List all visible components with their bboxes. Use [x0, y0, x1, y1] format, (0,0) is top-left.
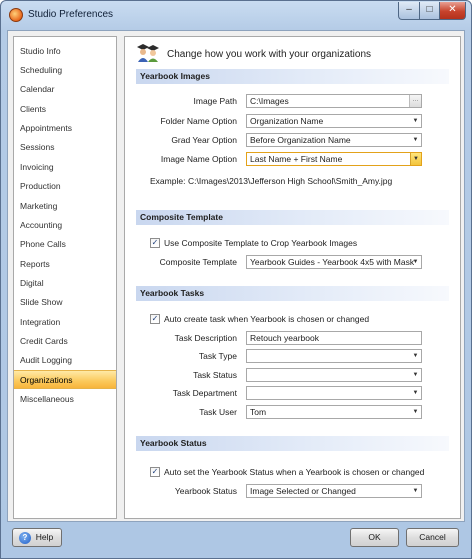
- sidebar-item-sessions[interactable]: Sessions: [20, 142, 55, 152]
- chevron-down-icon[interactable]: ▼: [412, 137, 419, 143]
- example-label: Example:: [150, 176, 186, 186]
- image-path-label: Image Path: [193, 96, 237, 106]
- task-user-value: Tom: [250, 407, 267, 417]
- task-user-select[interactable]: [246, 405, 422, 419]
- task-department-select[interactable]: [246, 386, 422, 400]
- task-type-select[interactable]: [246, 349, 422, 363]
- chevron-down-icon[interactable]: ▼: [412, 372, 419, 378]
- category-sidebar: [13, 36, 117, 519]
- cancel-button[interactable]: Cancel: [406, 528, 459, 547]
- task-department-label: Task Department: [172, 388, 237, 398]
- task-status-select[interactable]: [246, 368, 422, 382]
- composite-template-select[interactable]: [246, 255, 422, 269]
- image-name-value: Last Name + First Name: [250, 154, 343, 164]
- sidebar-item-appointments[interactable]: Appointments: [20, 123, 72, 133]
- sidebar-item-studio-info[interactable]: Studio Info: [20, 46, 61, 56]
- sidebar-item-digital[interactable]: Digital: [20, 278, 44, 288]
- composite-template-value: Yearbook Guides - Yearbook 4x5 with Mask: [250, 257, 415, 267]
- grad-year-label: Grad Year Option: [171, 135, 237, 145]
- help-label: Help: [35, 532, 54, 542]
- task-description-value: Retouch yearbook: [250, 333, 319, 343]
- folder-name-label: Folder Name Option: [160, 116, 237, 126]
- sidebar-item-accounting[interactable]: Accounting: [20, 220, 63, 230]
- sidebar-item-clients[interactable]: Clients: [20, 104, 46, 114]
- auto-set-status-checkbox[interactable]: ✓: [151, 467, 159, 476]
- chevron-down-icon[interactable]: ▼: [412, 488, 419, 494]
- task-status-label: Task Status: [193, 370, 237, 380]
- page-header: Change how you work with your organizations: [167, 49, 371, 60]
- help-icon: ?: [19, 532, 31, 544]
- sidebar-item-integration[interactable]: Integration: [20, 317, 61, 327]
- auto-set-status-label[interactable]: Auto set the Yearbook Status when a Yearbook is chosen or changed: [164, 467, 425, 477]
- window-title: Studio Preferences: [28, 9, 114, 20]
- auto-create-task-checkbox[interactable]: ✓: [151, 314, 159, 323]
- ok-button[interactable]: OK: [350, 528, 399, 547]
- yearbook-status-select[interactable]: [246, 484, 422, 498]
- use-template-label[interactable]: Use Composite Template to Crop Yearbook Images: [164, 238, 358, 248]
- title-bar[interactable]: [1, 1, 471, 29]
- browse-button[interactable]: ...: [409, 95, 421, 107]
- graduates-icon: [135, 42, 161, 62]
- sidebar-item-organizations[interactable]: Organizations: [14, 370, 116, 389]
- section-yearbook-status: Yearbook Status: [136, 436, 449, 451]
- image-name-label: Image Name Option: [160, 154, 237, 164]
- sidebar-item-scheduling[interactable]: Scheduling: [20, 65, 63, 75]
- sidebar-item-audit-logging[interactable]: Audit Logging: [20, 355, 72, 365]
- sidebar-item-production[interactable]: Production: [20, 181, 61, 191]
- minimize-button[interactable]: –: [398, 2, 420, 20]
- task-user-label: Task User: [199, 407, 237, 417]
- sidebar-item-credit-cards[interactable]: Credit Cards: [20, 336, 68, 346]
- grad-year-select[interactable]: [246, 133, 422, 147]
- section-yearbook-images: Yearbook Images: [136, 69, 449, 84]
- app-icon: [9, 8, 23, 22]
- sidebar-item-marketing[interactable]: Marketing: [20, 201, 58, 211]
- maximize-button[interactable]: □: [419, 2, 440, 20]
- sidebar-item-reports[interactable]: Reports: [20, 259, 50, 269]
- close-button[interactable]: ✕: [439, 2, 466, 20]
- image-name-select[interactable]: [246, 152, 422, 166]
- folder-name-value: Organization Name: [250, 116, 324, 126]
- task-type-label: Task Type: [198, 351, 237, 361]
- grad-year-value: Before Organization Name: [250, 135, 351, 145]
- section-yearbook-tasks: Yearbook Tasks: [136, 286, 449, 301]
- chevron-down-icon[interactable]: ▼: [412, 118, 419, 124]
- chevron-down-icon[interactable]: ▼: [412, 353, 419, 359]
- chevron-down-icon[interactable]: ▼: [410, 153, 421, 165]
- task-description-input[interactable]: [246, 331, 422, 345]
- auto-create-task-label[interactable]: Auto create task when Yearbook is chosen or changed: [164, 314, 370, 324]
- chevron-down-icon[interactable]: ▼: [412, 259, 419, 265]
- sidebar-item-calendar[interactable]: Calendar: [20, 84, 55, 94]
- composite-template-label: Composite Template: [159, 257, 237, 267]
- section-composite-template: Composite Template: [136, 210, 449, 225]
- sidebar-item-invoicing[interactable]: Invoicing: [20, 162, 54, 172]
- sidebar-item-slide-show[interactable]: Slide Show: [20, 297, 63, 307]
- dialog-body: [7, 30, 465, 522]
- sidebar-item-phone-calls[interactable]: Phone Calls: [20, 239, 66, 249]
- use-template-checkbox[interactable]: ✓: [151, 238, 159, 247]
- folder-name-select[interactable]: [246, 114, 422, 128]
- yearbook-status-value: Image Selected or Changed: [250, 486, 356, 496]
- help-button[interactable]: [12, 528, 62, 547]
- chevron-down-icon[interactable]: ▼: [412, 390, 419, 396]
- chevron-down-icon[interactable]: ▼: [412, 409, 419, 415]
- task-description-label: Task Description: [174, 333, 237, 343]
- example-path: C:\Images\2013\Jefferson High School\Smith_Amy.jpg: [188, 176, 393, 186]
- image-path-value: C:\Images: [250, 96, 289, 106]
- sidebar-item-miscellaneous[interactable]: Miscellaneous: [20, 394, 74, 404]
- yearbook-status-label: Yearbook Status: [174, 486, 237, 496]
- image-path-field[interactable]: [246, 94, 422, 108]
- organizations-settings-panel: [124, 36, 461, 519]
